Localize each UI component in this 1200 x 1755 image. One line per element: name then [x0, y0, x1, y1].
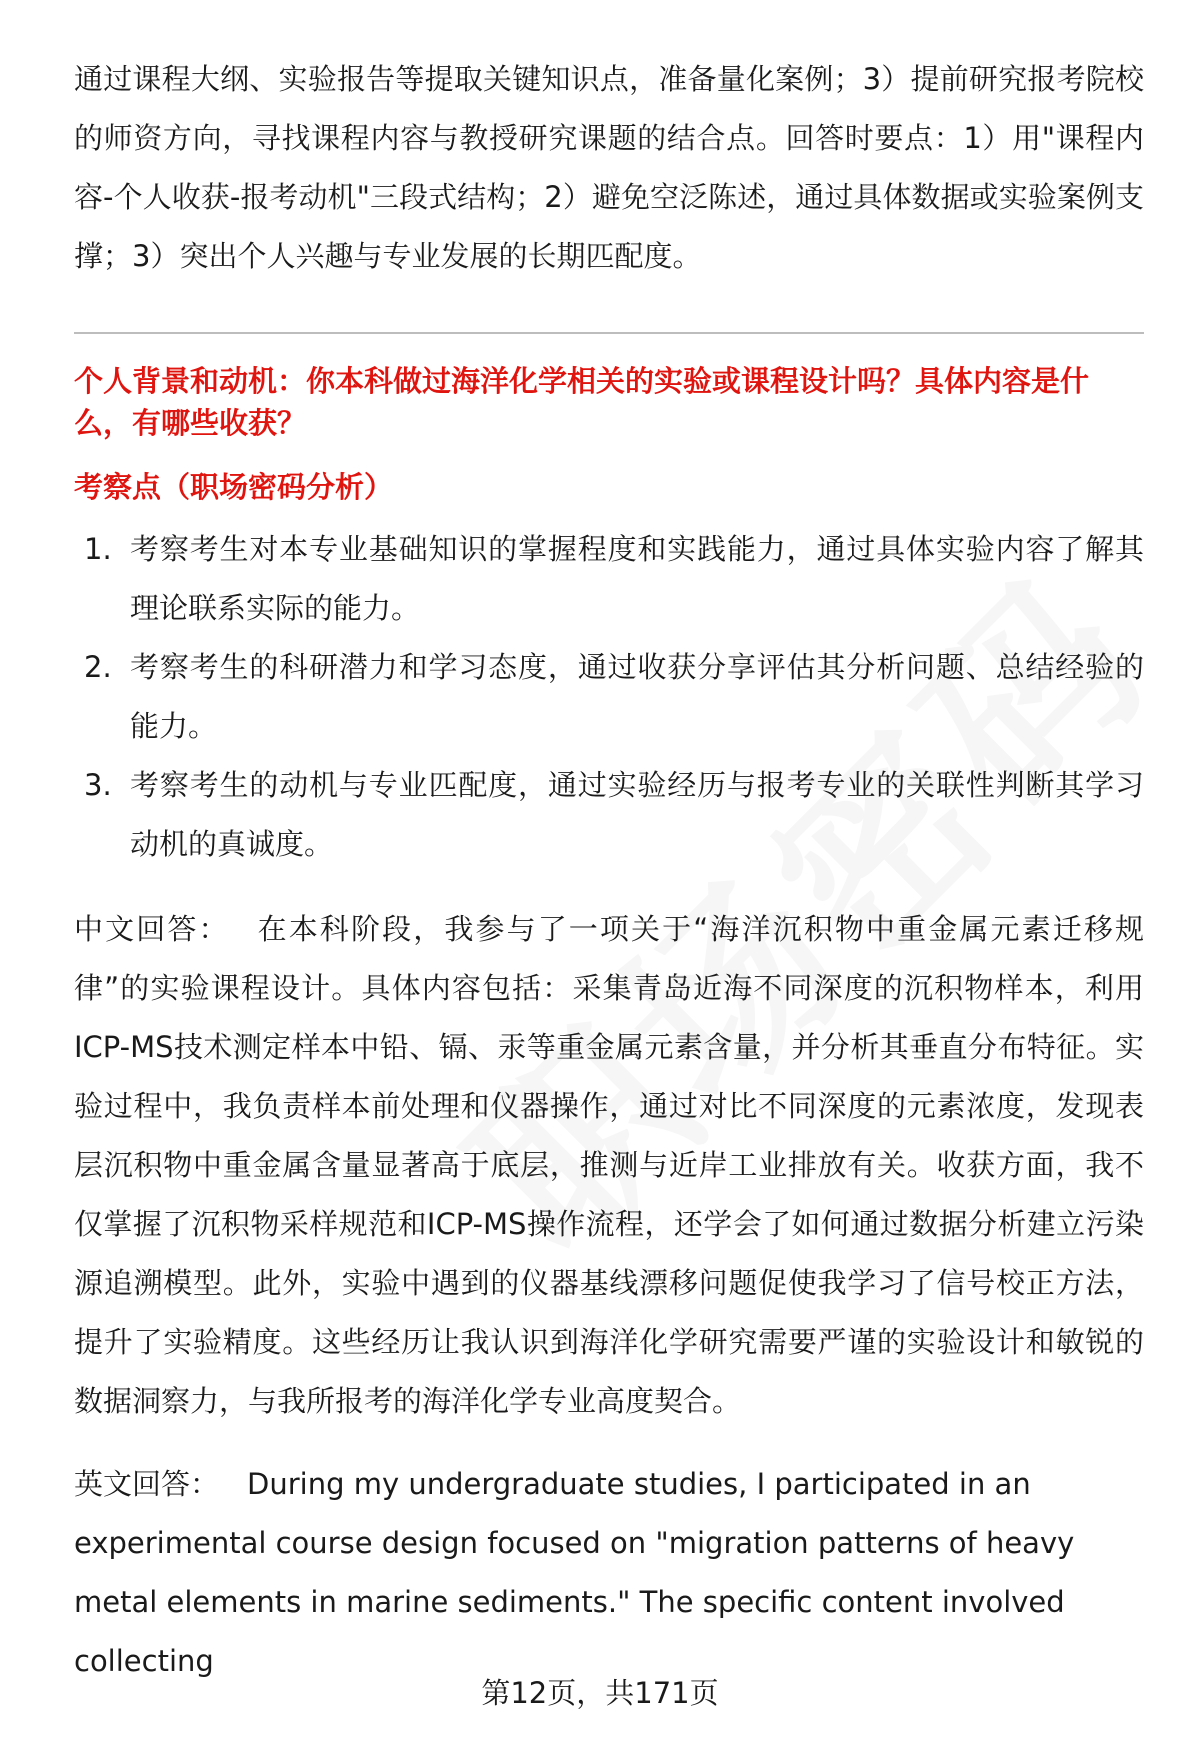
exam-points-heading: 考察点（职场密码分析） — [74, 470, 394, 504]
list-item-text: 考察考生的动机与专业匹配度，通过实验经历与报考专业的关联性判断其学习动机的真诚度。 — [130, 768, 1144, 861]
list-item-text: 考察考生的科研潜力和学习态度，通过收获分享评估其分析问题、总结经验的能力。 — [130, 650, 1144, 743]
english-answer-text: During my undergraduate studies, I participated in an experimental course design focused on "migration patterns of heavy metal elements in marine sediments." The specific content involved collecting — [74, 1467, 1075, 1678]
list-item — [74, 756, 1144, 874]
page-number: 第12页，共171页 — [481, 1676, 719, 1710]
list-item — [74, 520, 1144, 638]
question-heading: 个人背景和动机：你本科做过海洋化学相关的实验或课程设计吗？具体内容是什么，有哪些收获？ — [74, 364, 1090, 440]
list-item-number: 3. — [84, 768, 112, 802]
chinese-answer-text: 在本科阶段，我参与了一项关于“海洋沉积物中重金属元素迁移规律”的实验课程设计。具体内容包括：采集青岛近海不同深度的沉积物样本，利用ICP-MS技术测定样本中铅、镉、汞等重金属元素含量，并分析其垂直分布特征。实验过程中，我负责样本前处理和仪器操作，通过对比不同深度的元素浓度，发现表层沉积物中重金属含量显著高于底层，推测与近岸工业排放有关。收获方面，我不仅掌握了沉积物采样规范和ICP-MS操作流程，还学会了如何通过数据分析建立污染源追溯模型。此外，实验中遇到的仪器基线漂移问题促使我学习了信号校正方法，提升了实验精度。这些经历让我认识到海洋化学研究需要严谨的实验设计和敏锐的数据洞察力，与我所报考的海洋化学专业高度契合。 — [74, 912, 1144, 1418]
intro-paragraph: 通过课程大纲、实验报告等提取关键知识点，准备量化案例；3）提前研究报考院校的师资方向，寻找课程内容与教授研究课题的结合点。回答时要点：1）用"课程内容-个人收获-报考动机"三段式结构；2）避免空泛陈述，通过具体数据或实验案例支撑；3）突出个人兴趣与专业发展的长期匹配度。 — [74, 62, 1144, 273]
english-answer-label: 英文回答： — [74, 1467, 220, 1501]
list-item-number: 2. — [84, 650, 112, 684]
section-divider — [74, 332, 1144, 334]
list-item-number: 1. — [84, 532, 112, 566]
list-item — [74, 638, 1144, 756]
list-item-text: 考察考生对本专业基础知识的掌握程度和实践能力，通过具体实验内容了解其理论联系实际的能力。 — [130, 532, 1144, 625]
chinese-answer-label: 中文回答： — [74, 912, 230, 946]
exam-points-list — [74, 520, 1144, 874]
document-body — [74, 50, 1144, 1691]
chinese-answer — [74, 900, 1144, 1431]
english-answer — [74, 1455, 1144, 1691]
